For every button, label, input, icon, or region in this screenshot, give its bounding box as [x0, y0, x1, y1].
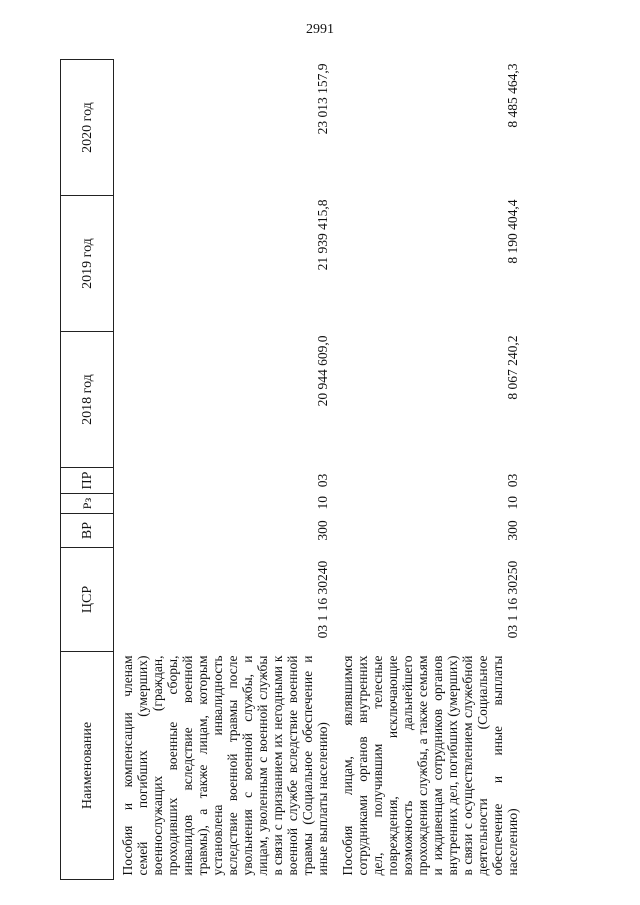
page-number: 2991	[306, 22, 334, 37]
header-2018: 2018 год	[61, 332, 114, 468]
row-name: Пособия лицам, являвшимся сотрудниками органов внутренних дел, получившим телесные повреждения, исключающие возможность дальнейшего прохождения службы, а также семьям и иждивенцам сотрудников органов внутренних дел, погибших (умерших) в связи с осуществлением служебной деятельности (Социальное обеспечение и иные выплаты населению)	[340, 655, 520, 876]
row-pr: 03	[315, 473, 330, 488]
rotated-table-area	[60, 60, 590, 880]
row-2018: 8 067 240,2	[505, 335, 520, 400]
row-vr: 300	[505, 520, 520, 541]
row-pr: 03	[505, 473, 520, 488]
table-row	[114, 60, 331, 880]
row-2020: 8 485 464,3	[505, 63, 520, 128]
header-vr: ВР	[61, 514, 114, 548]
row-csr: 03 1 16 30250	[505, 560, 520, 639]
table-row	[330, 60, 520, 880]
header-rz: Рз	[61, 494, 114, 514]
header-row	[61, 60, 114, 880]
row-2019: 21 939 415,8	[315, 199, 330, 271]
table-frame	[60, 60, 590, 880]
header-name: Наименование	[61, 652, 114, 880]
budget-table	[60, 59, 520, 880]
header-pr: ПР	[61, 468, 114, 494]
header-csr: ЦСР	[61, 548, 114, 652]
row-name: Пособия и компенсации членам семей погибших (умерших) военнослужащих (граждан, проходивших военные сборы, инвалидов вследствие военной травмы), а также лицам, которым установлена инвалидность вследствие военной травмы после увольнения с военной службы, и лицам, уволенным с военной службы в связи с признанием их негодными к военной службе вследствие военной травмы (Социальное обеспечение и иные выплаты населению)	[120, 655, 330, 876]
row-2020: 23 013 157,9	[315, 63, 330, 135]
row-rz: 10	[315, 496, 330, 510]
row-2019: 8 190 404,4	[505, 199, 520, 264]
row-csr: 03 1 16 30240	[315, 560, 330, 639]
header-2019: 2019 год	[61, 196, 114, 332]
row-rz: 10	[505, 496, 520, 510]
row-vr: 300	[315, 520, 330, 541]
row-2018: 20 944 609,0	[315, 335, 330, 407]
header-2020: 2020 год	[61, 60, 114, 196]
